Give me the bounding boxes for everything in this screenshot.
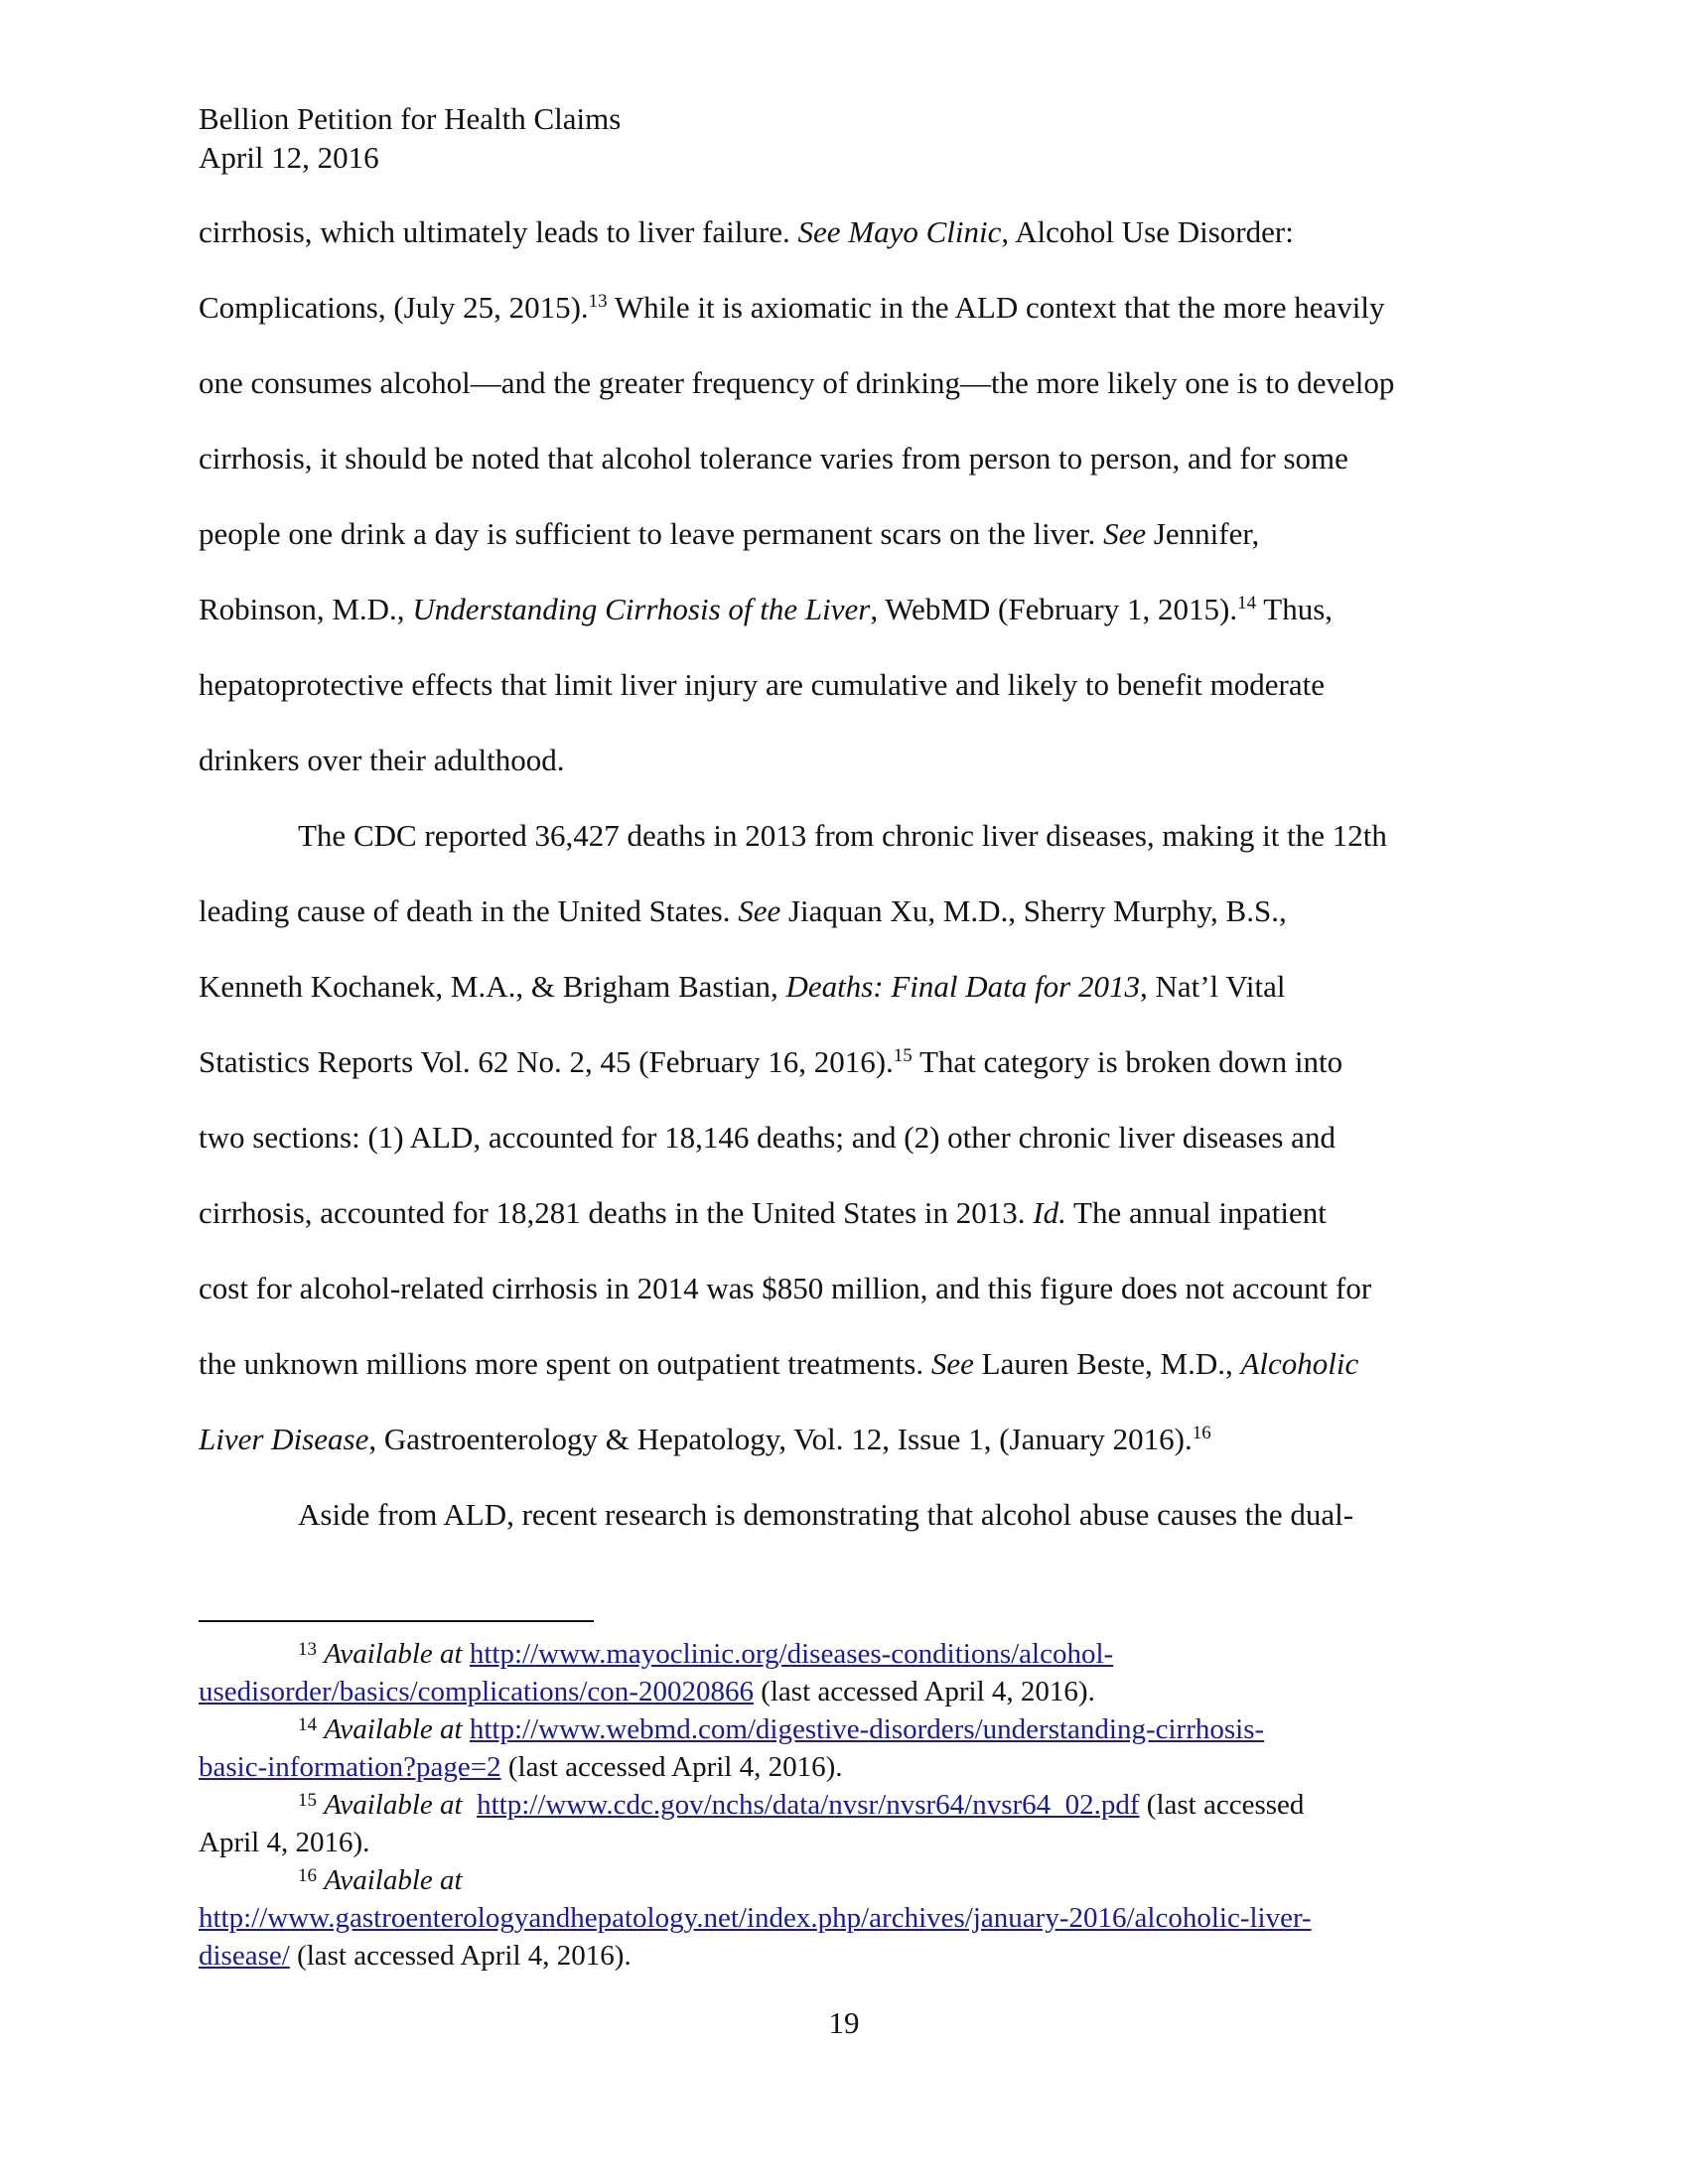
footnote-ref-16[interactable]: 16 — [1192, 1423, 1211, 1443]
footnote-16-cont: disease/ (last accessed April 4, 2016). — [199, 1940, 632, 1972]
running-header — [199, 99, 621, 177]
body-line-17: Liver Disease, Gastroenterology & Hepatology, Vol. 12, Issue 1, (January 2016).$^{16}$ — [199, 1422, 1211, 1456]
footnote-ref-14[interactable]: 14 — [1237, 593, 1257, 614]
footnote-separator — [199, 1620, 594, 1622]
footnote-15-link[interactable]: http://www.cdc.gov/nchs/data/nvsr/nvsr64/nvsr64_02.pdf — [477, 1789, 1140, 1821]
body-line-10: leading cause of death in the United States. See Jiaquan Xu, M.D., Sherry Murphy, B.S., — [199, 893, 1287, 928]
header-title: Bellion Petition for Health Claims — [199, 101, 622, 136]
footnote-13-link-cont[interactable]: usedisorder/basics/complications/con-20020866 — [199, 1676, 754, 1707]
footnote-ref-13[interactable]: 13 — [588, 291, 608, 312]
body-line-1: cirrhosis, which ultimately leads to liver failure. See Mayo Clinic, Alcohol Use Disorder: — [199, 214, 1294, 249]
header-date: April 12, 2016 — [199, 140, 379, 175]
body-line-2: Complications, (July 25, 2015).$^{13}$ While it is axiomatic in the ALD context that the more heavily — [199, 290, 1385, 325]
footnote-16-link-cont[interactable]: disease/ — [199, 1940, 290, 1972]
footnote-15: $^{15}$ Available at http://www.cdc.gov/nchs/data/nvsr/nvsr64/nvsr64_02.pdf (last accessed — [298, 1789, 1305, 1821]
body-line-13: two sections: (1) ALD, accounted for 18,146 deaths; and (2) other chronic liver diseases and — [199, 1120, 1336, 1155]
footnote-14-cont: basic-information?page=2 (last accessed April 4, 2016). — [199, 1751, 843, 1783]
body-line-8: drinkers over their adulthood. — [199, 743, 565, 777]
footnote-16: $^{16}$ Available at — [298, 1864, 463, 1896]
body-line-12: Statistics Reports Vol. 62 No. 2, 45 (February 16, 2016).$^{15}$ That category is broken down into — [199, 1044, 1343, 1079]
body-line-15: cost for alcohol-related cirrhosis in 2014 was $850 million, and this figure does not account for — [199, 1271, 1372, 1305]
body-line-5: people one drink a day is sufficient to leave permanent scars on the liver. See Jennifer, — [199, 516, 1260, 551]
footnote-13-cont: usedisorder/basics/complications/con-20020866 (last accessed April 4, 2016). — [199, 1676, 1095, 1707]
footnote-13-link[interactable]: http://www.mayoclinic.org/diseases-conditions/alcohol- — [469, 1638, 1114, 1670]
footnote-16-link-line — [199, 1900, 1312, 1936]
body-line-11: Kenneth Kochanek, M.A., & Brigham Bastian, Deaths: Final Data for 2013, Nat’l Vital — [199, 969, 1286, 1004]
body-line-18: Aside from ALD, recent research is demonstrating that alcohol abuse causes the dual- — [298, 1497, 1354, 1532]
footnote-13: $^{13}$ Available at http://www.mayoclinic.org/diseases-conditions/alcohol- — [298, 1638, 1114, 1670]
footnote-14-link-cont[interactable]: basic-information?page=2 — [199, 1751, 501, 1783]
body-line-4: cirrhosis, it should be noted that alcohol tolerance varies from person to person, and for some — [199, 441, 1348, 476]
body-line-3: one consumes alcohol—and the greater frequency of drinking—the more likely one is to develop — [199, 365, 1395, 400]
footnote-14: $^{14}$ Available at http://www.webmd.com/digestive-disorders/understanding-cirrhosis- — [298, 1713, 1265, 1745]
body-line-6: Robinson, M.D., Understanding Cirrhosis of the Liver, WebMD (February 1, 2015).$^{14}$ Thus, — [199, 592, 1334, 626]
page-number: 19 — [828, 2005, 860, 2040]
body-line-7: hepatoprotective effects that limit liver injury are cumulative and likely to benefit moderate — [199, 667, 1325, 702]
body-line-14: cirrhosis, accounted for 18,281 deaths in the United States in 2013. Id. The annual inpatient — [199, 1195, 1327, 1230]
footnote-16-link[interactable]: http://www.gastroenterologyandhepatology.net/index.php/archives/january-2016/alcoholic-liver- — [199, 1902, 1312, 1934]
body-line-16: the unknown millions more spent on outpatient treatments. See Lauren Beste, M.D., Alcoholic — [199, 1346, 1359, 1381]
footnote-14-link[interactable]: http://www.webmd.com/digestive-disorders/understanding-cirrhosis- — [469, 1713, 1265, 1745]
footnote-ref-15[interactable]: 15 — [893, 1045, 913, 1066]
body-line-9: The CDC reported 36,427 deaths in 2013 from chronic liver diseases, making it the 12th — [298, 818, 1387, 853]
footnote-15-cont: April 4, 2016). — [199, 1827, 370, 1858]
